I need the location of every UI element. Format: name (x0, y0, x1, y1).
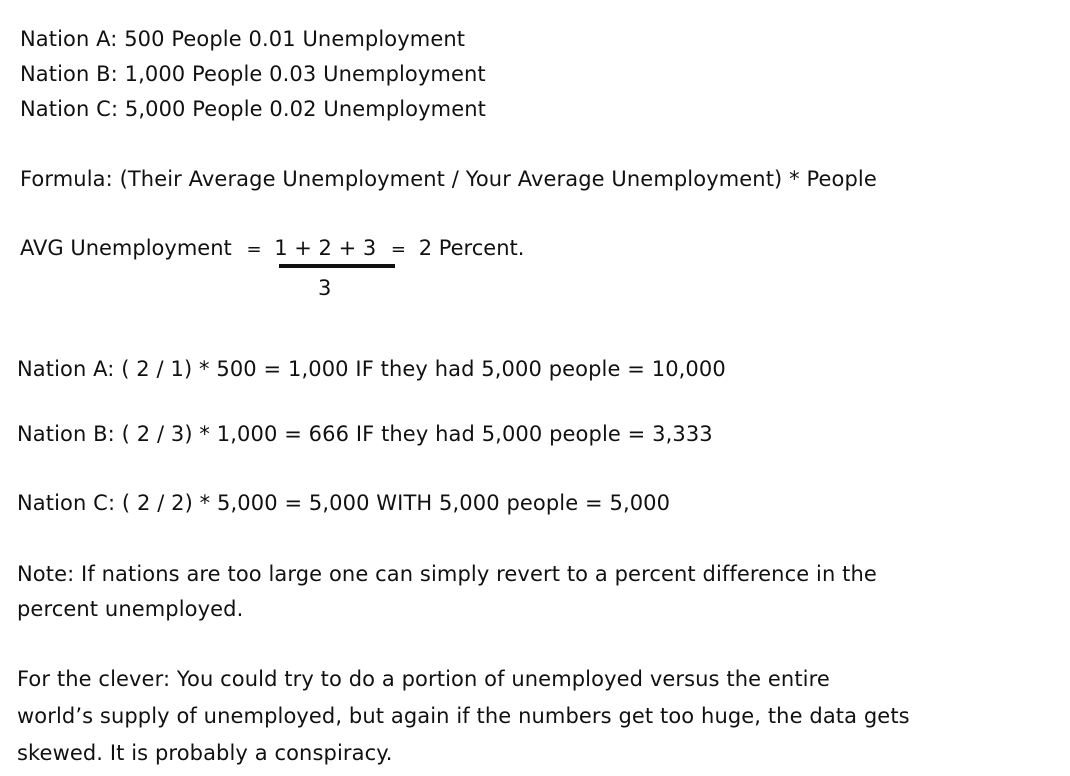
calc-nation-b: Nation B: ( 2 / 3) * 1,000 = 666 IF they had 5,000 people = 3,333 (17, 422, 713, 446)
avg-unemployment-equation (20, 234, 524, 264)
calc-nation-a: Nation A: ( 2 / 1) * 500 = 1,000 IF they had 5,000 people = 10,000 (17, 357, 726, 381)
calc-nation-c: Nation C: ( 2 / 2) * 5,000 = 5,000 WITH 5,000 people = 5,000 (17, 491, 671, 515)
avg-result: 2 Percent. (418, 236, 525, 260)
fraction-denominator: 3 (318, 276, 332, 300)
note-line-1: Note: If nations are too large one can simply revert to a percent difference in the (17, 562, 877, 586)
clever-line-3: skewed. It is probably a conspiracy. (17, 741, 393, 765)
equals-sign: = (390, 239, 406, 260)
nation-b-data: Nation B: 1,000 People 0.03 Unemployment (20, 62, 486, 86)
fraction-numerator: 1 + 2 + 3 (274, 236, 377, 260)
nation-c-data: Nation C: 5,000 People 0.02 Unemployment (20, 97, 486, 121)
note-line-2: percent unemployed. (17, 597, 244, 621)
avg-label: AVG Unemployment (20, 236, 232, 260)
equals-sign: = (246, 239, 262, 260)
fraction-bar (279, 264, 395, 268)
nation-a-data: Nation A: 500 People 0.01 Unemployment (20, 27, 466, 51)
clever-line-2: world’s supply of unemployed, but again if the numbers get too huge, the data gets (17, 704, 910, 728)
formula-text: Formula: (Their Average Unemployment / Your Average Unemployment) * People (20, 167, 877, 191)
clever-line-1: For the clever: You could try to do a portion of unemployed versus the entire (17, 667, 830, 691)
